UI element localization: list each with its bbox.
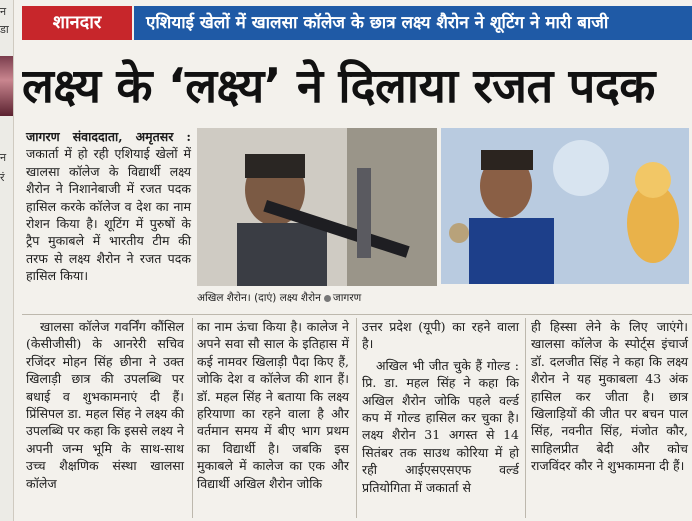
column-divider	[22, 314, 692, 315]
photo-caption	[197, 290, 442, 306]
credit-bullet	[324, 295, 331, 302]
paragraph-kcgc: खालसा कॉलेज गवर्निंग कौंसिल (केसीजीसी) के आनरेरी सचिव रजिंदर मोहन सिंह छीना ने उक्त खिलाड़ी छात्र की उपलब्धि पर बधाई व शुभकामनाएं दी हैं। प्रिंसिपल डा. महल सिंह ने लक्ष्य की उपलब्धि पर कहा कि इससे लक्ष्य ने अपनी जन्म भूमि के साथ-साथ उच्च शैक्षणिक संस्था खालसा कॉलेज	[26, 319, 184, 491]
adjacent-column-fragment: रं	[0, 171, 5, 184]
adjacent-column-fragment: डा	[0, 23, 9, 36]
paragraph-col4: ही हिस्सा लेने के लिए जाएंगे। खालसा कॉलेज के स्पोर्ट्स इंचार्ज डॉ. दलजीत सिंह ने कहा कि लक्ष्य शैरोन ने यह मुकाबला 43 अंक हासिल कर जीता है। छात्र खिलाड़ियों की जीत पर बचन पाल सिंह, नवनीत सिंह, मंजोत कौर, साहिलप्रीत बेदी और कोच राजविंदर कौर ने शुभकामना दी हैं।	[531, 319, 688, 474]
article-column-3	[362, 318, 519, 518]
article-column-1-bottom	[26, 318, 184, 518]
paragraph-col2: का नाम ऊंचा किया है। कालेज ने अपने सवा सौ साल के इतिहास में कई नामवर खिलाड़ी पैदा किए हैं, जोकि देश व कॉलेज की शान हैं। डॉ. महल सिंह ने बताया कि लक्ष्य हरियाणा का रहने वाला है और वर्तमान समय में बीए भाग प्रथम का विद्यार्थी है। जबकि इस मुकाबले में कालेज का एक और विद्यार्थी अखिल शैरोन जोकि	[197, 319, 349, 491]
adjacent-photo-fragment	[0, 56, 14, 116]
main-headline: लक्ष्य के ‘लक्ष्य’ ने दिलाया रजत पदक	[22, 59, 655, 114]
caption-text: अखिल शैरोन। (दाएं) लक्ष्य शैरोन	[197, 292, 321, 304]
article-column-4	[531, 318, 688, 518]
article-column-1-top	[26, 128, 191, 318]
column-rule-1	[192, 318, 193, 518]
photo-credit: जागरण	[332, 292, 362, 304]
adjacent-column-fragment: न	[0, 5, 7, 18]
kicker-row	[22, 6, 692, 40]
section-tag: शानदार	[22, 6, 132, 40]
paragraph-col3-a: उत्तर प्रदेश (यूपी) का रहने वाला है।	[362, 319, 519, 352]
adjacent-column-strip	[0, 0, 14, 521]
column-rule-3	[525, 318, 526, 518]
lead-text: जकार्ता में हो रही एशियाई खेलों में खालसा कॉलेज के विद्यार्थी लक्ष्य शैरोन ने निशानेबाजी में रजत पदक हासिल करके कॉलेज व देश का नाम रोशन किया है। शूटिंग में पुरुषों के ट्रैप मुकाबले में भारतीय टीम की तरफ से लक्ष्य शैरोन ने रजत पदक हासिल किया।	[26, 146, 191, 284]
lead-paragraph	[26, 128, 191, 285]
photo-akhil-sheoran	[197, 128, 437, 286]
article-column-2	[197, 318, 349, 518]
paragraph-col3-b: अखिल भी जीत चुके हैं गोल्ड : प्रि. डा. महल सिंह ने कहा कि अखिल शैरोन जोकि पहले वर्ल्ड कप में गोल्ड हासिल कर चुका है। लक्ष्य शैरोन 31 अगस्त से 14 सितंबर तक साउथ कोरिया में हो रही आईएसएसएफ वर्ल्ड प्रतियोगिता में जकार्ता से	[362, 357, 519, 495]
adjacent-column-fragment: न	[0, 151, 7, 164]
column-rule-2	[356, 318, 357, 518]
kicker-headline: एशियाई खेलों में खालसा कॉलेज के छात्र लक्ष्य शैरोन ने शूटिंग ने मारी बाजी	[134, 6, 692, 40]
byline: जागरण संवाददाता, अमृतसर :	[26, 129, 191, 144]
photo-lakshay-sheoran	[441, 128, 689, 284]
